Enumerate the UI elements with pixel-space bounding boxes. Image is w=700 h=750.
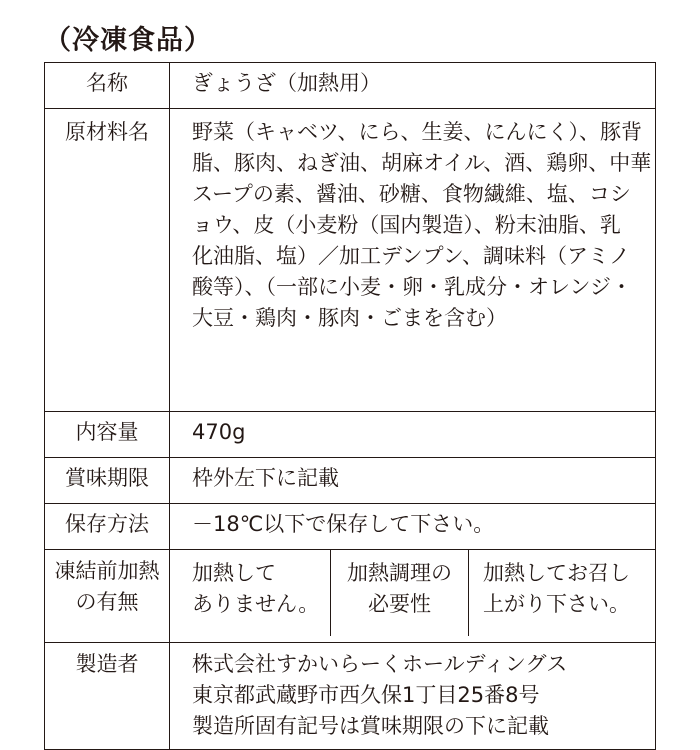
row-heating xyxy=(45,550,656,643)
label-manufacturer: 製造者 xyxy=(45,643,170,750)
value-product-name: ぎょうざ（加熱用） xyxy=(170,63,656,109)
row-storage xyxy=(45,504,656,550)
ingredients-line: 野菜（キャベツ、にら、生姜、にんにく）、豚背 xyxy=(192,120,643,144)
heating-cell-line: 上がり下さい。 xyxy=(483,592,630,616)
heating-subcells xyxy=(170,550,655,636)
label-quantity: 内容量 xyxy=(45,412,170,458)
label-best-before: 賞味期限 xyxy=(45,458,170,504)
ingredients-line: 大豆・鶏肉・豚肉・ごまを含む） xyxy=(192,306,507,330)
row-quantity xyxy=(45,412,656,458)
row-best-before xyxy=(45,458,656,504)
heating-cell-line: 加熱してお召し xyxy=(483,561,630,585)
heating-cell-line: 加熱して xyxy=(192,561,276,585)
label-heating-line: の有無 xyxy=(75,590,139,614)
label-heating xyxy=(45,550,170,643)
row-ingredients xyxy=(45,109,656,412)
manufacturer-line: 東京都武蔵野市西久保1丁目25番8号 xyxy=(192,683,540,707)
food-label-table xyxy=(44,62,656,750)
heating-cell-instruction xyxy=(468,550,655,636)
value-heating xyxy=(170,550,656,643)
label-heating-line: 凍結前加熱 xyxy=(54,559,160,583)
row-product-name xyxy=(45,63,656,109)
manufacturer-line: 製造所固有記号は賞味期限の下に記載 xyxy=(192,714,549,738)
ingredients-line: 酸等）、（一部に小麦・卵・乳成分・オレンジ・ xyxy=(192,275,632,299)
section-heading: （冷凍食品） xyxy=(44,25,212,56)
value-storage: －18℃以下で保存して下さい。 xyxy=(170,504,656,550)
value-ingredients xyxy=(170,109,656,412)
heating-cell-line: 必要性 xyxy=(368,592,431,616)
heating-cell-not-heated xyxy=(170,550,330,636)
ingredients-line: ョウ、皮（小麦粉（国内製造）、粉末油脂、乳 xyxy=(192,213,621,237)
label-ingredients: 原材料名 xyxy=(45,109,170,412)
value-quantity: 470g xyxy=(170,412,656,458)
manufacturer-line: 株式会社すかいらーくホールディングス xyxy=(192,652,568,676)
heating-cell-need xyxy=(330,550,468,636)
ingredients-line: スープの素、醤油、砂糖、食物繊維、塩、コシ xyxy=(192,182,631,206)
label-storage: 保存方法 xyxy=(45,504,170,550)
label-product-name: 名称 xyxy=(45,63,170,109)
row-manufacturer xyxy=(45,643,656,750)
ingredients-line: 脂、豚肉、ねぎ油、胡麻オイル、酒、鶏卵、中華 xyxy=(192,151,652,175)
heating-cell-line: 加熱調理の xyxy=(347,561,452,585)
value-manufacturer xyxy=(170,643,656,750)
ingredients-line: 化油脂、塩）／加工デンプン、調味料（アミノ xyxy=(192,244,631,268)
heating-cell-line: ありません。 xyxy=(192,592,320,616)
value-best-before: 枠外左下に記載 xyxy=(170,458,656,504)
